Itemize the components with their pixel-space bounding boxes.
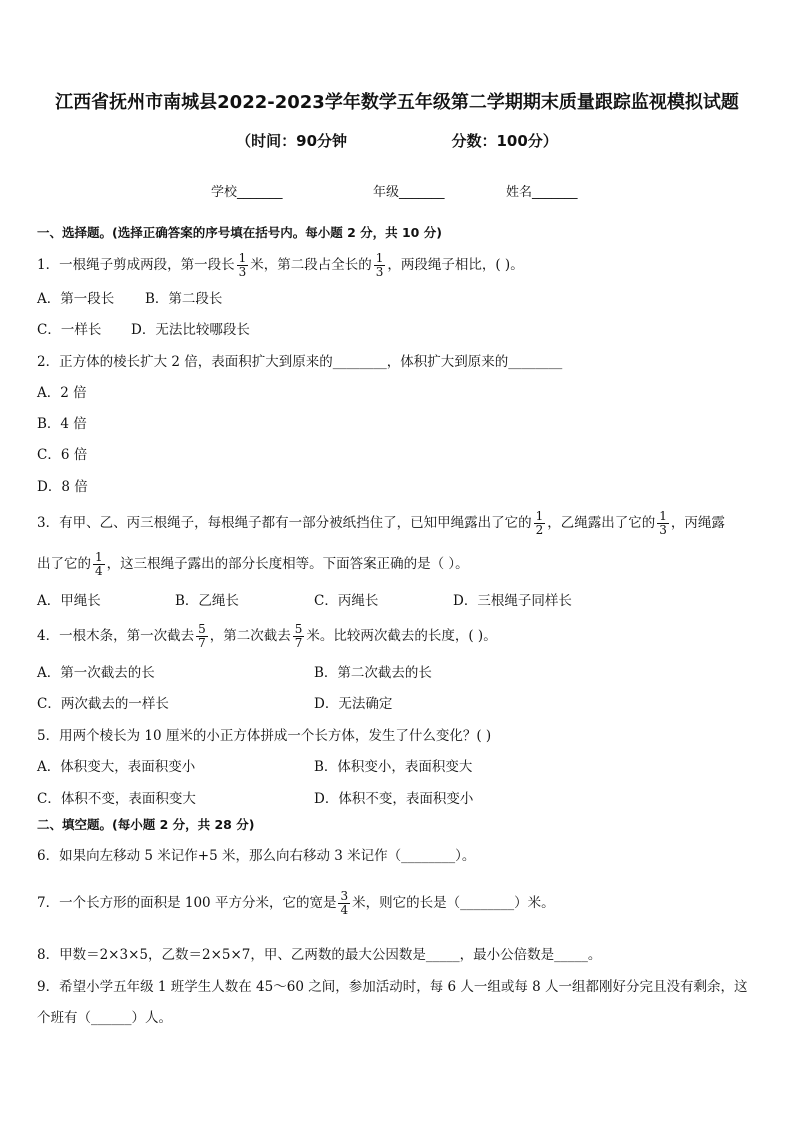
q1-option-b[interactable]: B．第二段长 (145, 291, 223, 307)
question-8: 8．甲数＝2×3×5，乙数＝2×5×7，甲、乙两数的最大公因数是_____，最小公倍数是_____。 (37, 947, 602, 963)
question-3-line-1 (37, 508, 764, 538)
section-fill-heading: 二、填空题。(每小题 2 分，共 28 分) (37, 817, 255, 832)
q5-option-d[interactable]: D．体积不变，表面积变小 (314, 791, 474, 807)
question-6: 6．如果向左移动 5 米记作+5 米，那么向右移动 3 米记作（________）。 (37, 848, 476, 864)
question-9-line-2: 个班有（______）人。 (37, 1010, 172, 1026)
q1-option-d[interactable]: D．无法比较哪段长 (131, 322, 250, 338)
q3-fraction-3: $\frac{1}{4}$ (95, 550, 103, 578)
q1-fraction-1: $\frac{1}{3}$ (238, 251, 247, 279)
grade-field[interactable]: 年级_______ (373, 185, 445, 200)
q2-option-d[interactable]: D．8 倍 (37, 479, 88, 495)
q4-text-c: 米。比较两次截去的长度，( )。 (306, 628, 497, 644)
q7-text-a: 7．一个长方形的面积是 100 平方分米，它的宽是 (37, 895, 337, 911)
name-field[interactable]: 姓名_______ (506, 185, 578, 200)
q3-text-d: 出了它的 (37, 556, 91, 572)
q2-option-b[interactable]: B．4 倍 (37, 416, 87, 432)
q3-text-a: 3．有甲、乙、丙三根绳子，每根绳子都有一部分被纸挡住了，已知甲绳露出了它的 (37, 515, 532, 531)
q1-text-a: 1．一根绳子剪成两段，第一段长 (37, 257, 235, 273)
q3-text-b: ，乙绳露出了它的 (547, 515, 656, 531)
question-2: 2．正方体的棱长扩大 2 倍，表面积扩大到原来的________，体积扩大到原来的________ (37, 354, 563, 370)
q3-fraction-2: $\frac{1}{3}$ (659, 509, 667, 537)
q4-option-a[interactable]: A．第一次截去的长 (37, 665, 155, 681)
exam-subtitle: （时间：90分钟 分数：100分） (236, 132, 558, 150)
q1-text-c: ，两段绳子相比，( )。 (387, 257, 524, 273)
q4-option-c[interactable]: C．两次截去的一样长 (37, 696, 169, 712)
q5-option-b[interactable]: B．体积变小，表面积变大 (314, 759, 473, 775)
q3-option-a[interactable]: A．甲绳长 (37, 593, 101, 609)
question-9-line-1: 9．希望小学五年级 1 班学生人数在 45～60 之间，参加活动时，每 6 人一组或每 8 人一组都刚好分完且没有剩余，这 (37, 979, 748, 995)
q3-text-c: ，丙绳露 (670, 515, 725, 531)
q3-fraction-1: $\frac{1}{2}$ (535, 509, 544, 537)
q5-option-a[interactable]: A．体积变大，表面积变小 (37, 759, 196, 775)
q4-text-a: 4．一根木条，第一次截去 (37, 628, 195, 644)
school-field[interactable]: 学校_______ (211, 185, 283, 200)
q5-option-c[interactable]: C．体积不变，表面积变大 (37, 791, 196, 807)
question-3-line-2 (37, 549, 764, 579)
question-4 (37, 621, 764, 651)
q3-option-b[interactable]: B．乙绳长 (175, 593, 239, 609)
q3-text-e: ，这三根绳子露出的部分长度相等。下面答案正确的是（ ）。 (106, 556, 469, 572)
q4-text-b: ，第二次截去 (209, 628, 291, 644)
question-1 (37, 252, 764, 279)
q1-fraction-2: $\frac{1}{3}$ (375, 251, 384, 279)
question-7 (37, 886, 764, 920)
q3-option-d[interactable]: D．三根绳子同样长 (453, 593, 572, 609)
q4-fraction-1: $\frac{5}{7}$ (198, 622, 206, 650)
exam-title: 江西省抚州市南城县2022-2023学年数学五年级第二学期期末质量跟踪监视模拟试题 (55, 92, 739, 113)
q3-option-c[interactable]: C．丙绳长 (314, 593, 379, 609)
question-5: 5．用两个棱长为 10 厘米的小正方体拼成一个长方体，发生了什么变化？( ) (37, 728, 492, 744)
section-choice-heading: 一、选择题。(选择正确答案的序号填在括号内。每小题 2 分，共 10 分) (37, 225, 442, 240)
q7-text-b: 米，则它的长是（________）米。 (352, 895, 555, 911)
q2-option-a[interactable]: A．2 倍 (37, 385, 87, 401)
q4-option-d[interactable]: D．无法确定 (314, 696, 393, 712)
q2-option-c[interactable]: C．6 倍 (37, 447, 88, 463)
q7-fraction: $\frac{3}{4}$ (340, 889, 349, 917)
q1-option-a[interactable]: A．第一段长 (37, 291, 115, 307)
q4-fraction-2: $\frac{5}{7}$ (294, 622, 303, 650)
q1-text-b: 米，第二段占全长的 (250, 257, 372, 273)
q4-option-b[interactable]: B．第二次截去的长 (314, 665, 432, 681)
q1-option-c[interactable]: C．一样长 (37, 322, 102, 338)
